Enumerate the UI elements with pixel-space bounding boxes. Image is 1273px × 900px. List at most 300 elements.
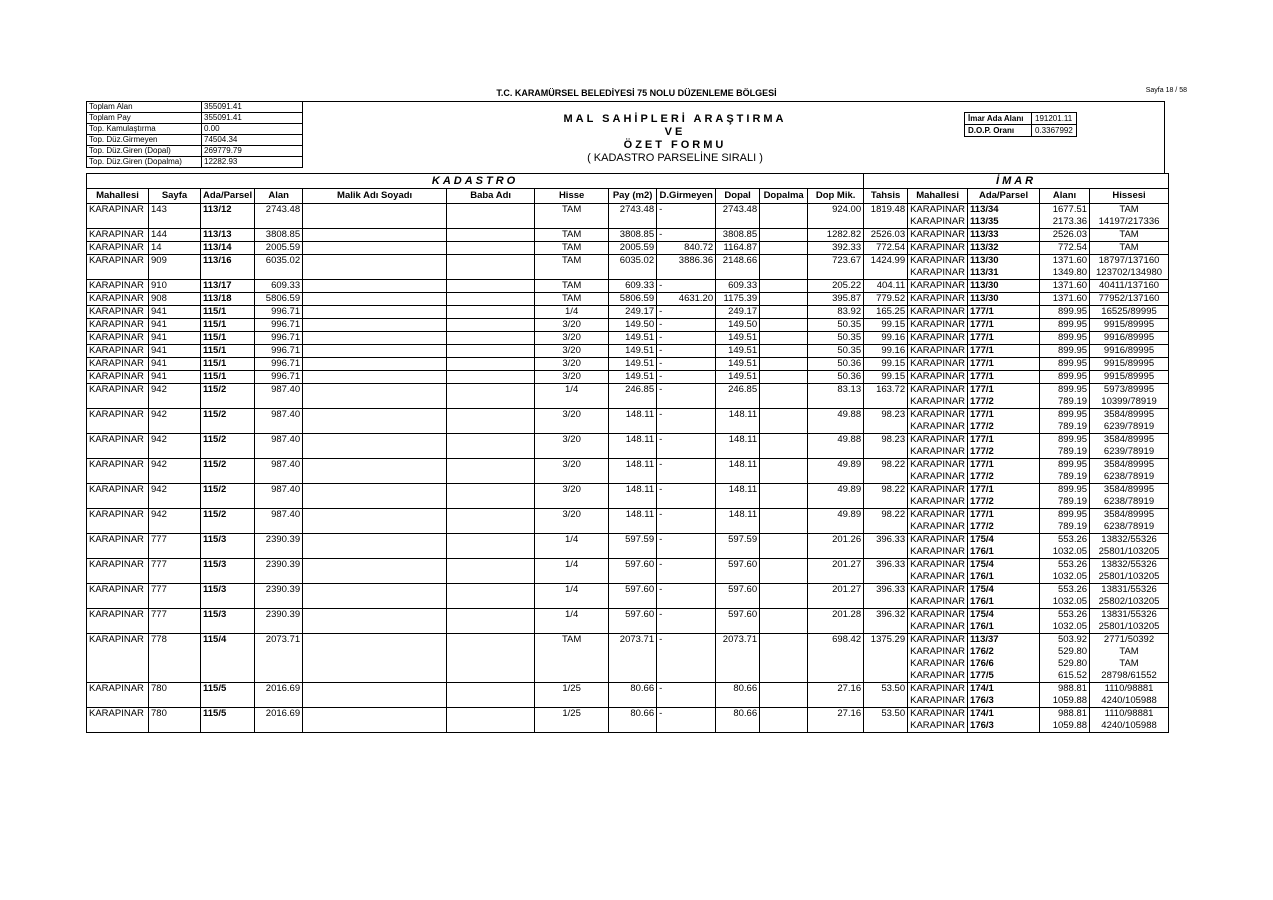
- cell-mahallesi: [87, 421, 149, 434]
- cell-dopalma: [760, 559, 808, 572]
- table-row: [87, 496, 1169, 509]
- cell-hisse: 3/20: [535, 459, 609, 472]
- cell-ada-parsel: [201, 695, 255, 708]
- cell-baba: [447, 319, 535, 332]
- cell-dopal: [716, 646, 760, 658]
- cell-mahallesi: [87, 496, 149, 509]
- cell-imar-ada-parsel: 175/4: [968, 584, 1040, 597]
- cell-imar-ada-parsel: 177/1: [968, 332, 1040, 345]
- table-row: [87, 332, 1169, 345]
- cell-hisse: TAM: [535, 204, 609, 217]
- cell-imar-mahallesi: KARAPINAR: [908, 409, 968, 422]
- cell-imar-ada-parsel: 176/1: [968, 621, 1040, 634]
- cell-imar-ada-parsel: 113/30: [968, 293, 1040, 306]
- cell-dop-mik: [808, 496, 864, 509]
- cell-baba: [447, 546, 535, 559]
- cell-hisse: [535, 646, 609, 658]
- cell-hisse: TAM: [535, 242, 609, 255]
- cell-ada-parsel: 115/2: [201, 509, 255, 522]
- cell-ada-parsel: [201, 646, 255, 658]
- cell-mahallesi: [87, 695, 149, 708]
- table-row: [87, 695, 1169, 708]
- cell-hisse: [535, 521, 609, 534]
- cell-dopalma: [760, 384, 808, 397]
- cell-dopalma: [760, 371, 808, 384]
- cell-baba: [447, 596, 535, 609]
- cell-hisse: [535, 720, 609, 733]
- cell-d-girmeyen: [657, 596, 716, 609]
- cell-d-girmeyen: -: [657, 559, 716, 572]
- cell-dop-mik: 201.27: [808, 584, 864, 597]
- cell-hisse: TAM: [535, 229, 609, 242]
- cell-sayfa: [149, 446, 201, 459]
- cell-dopalma: [760, 434, 808, 447]
- cell-alan: [255, 571, 303, 584]
- cell-dopal: 148.11: [716, 459, 760, 472]
- cell-dop-mik: 50.35: [808, 319, 864, 332]
- table-row: [87, 584, 1169, 597]
- cell-tahsis: [864, 546, 908, 559]
- cell-imar-hissesi: 9915/89995: [1090, 319, 1169, 332]
- cell-tahsis: 396.33: [864, 534, 908, 547]
- cell-dop-mik: 924.00: [808, 204, 864, 217]
- cell-d-girmeyen: -: [657, 534, 716, 547]
- cell-d-girmeyen: -: [657, 584, 716, 597]
- cell-imar-mahallesi: KARAPINAR: [908, 484, 968, 497]
- cell-imar-ada-parsel: 113/37: [968, 634, 1040, 647]
- table-row: [87, 384, 1169, 397]
- cell-imar-alani: 899.95: [1040, 384, 1090, 397]
- cell-d-girmeyen: [657, 267, 716, 280]
- cell-d-girmeyen: -: [657, 229, 716, 242]
- table-row: [87, 509, 1169, 522]
- cell-tahsis: 163.72: [864, 384, 908, 397]
- cell-baba: [447, 584, 535, 597]
- cell-dopal: 149.51: [716, 358, 760, 371]
- cell-imar-hissesi: 6239/78919: [1090, 421, 1169, 434]
- cell-dopal: 597.60: [716, 609, 760, 622]
- cell-pay: [609, 596, 657, 609]
- cell-imar-hissesi: 14197/217336: [1090, 216, 1169, 229]
- cell-sayfa: [149, 496, 201, 509]
- table-row: [87, 596, 1169, 609]
- cell-imar-alani: 2173.36: [1040, 216, 1090, 229]
- cell-tahsis: [864, 216, 908, 229]
- table-row: [87, 371, 1169, 384]
- cell-baba: [447, 534, 535, 547]
- cell-imar-ada-parsel: 176/3: [968, 695, 1040, 708]
- cell-tahsis: [864, 446, 908, 459]
- table-row: [87, 670, 1169, 683]
- summary-label: Toplam Pay: [87, 113, 202, 124]
- cell-imar-alani: 553.26: [1040, 609, 1090, 622]
- cell-pay: 2743.48: [609, 204, 657, 217]
- cell-pay: [609, 670, 657, 683]
- cell-imar-hissesi: 18797/137160: [1090, 255, 1169, 268]
- cell-imar-hissesi: TAM: [1090, 646, 1169, 658]
- cell-hisse: TAM: [535, 293, 609, 306]
- table-row: [87, 459, 1169, 472]
- cell-dop-mik: [808, 446, 864, 459]
- summary-row: [87, 102, 303, 113]
- cell-imar-hissesi: 13831/55326: [1090, 584, 1169, 597]
- cell-sayfa: 942: [149, 459, 201, 472]
- form-title: [530, 113, 820, 165]
- cell-baba: [447, 683, 535, 696]
- cell-alan: [255, 471, 303, 484]
- cell-sayfa: 941: [149, 371, 201, 384]
- cell-tahsis: [864, 695, 908, 708]
- cell-baba: [447, 471, 535, 484]
- cell-dop-mik: [808, 267, 864, 280]
- cell-baba: [447, 509, 535, 522]
- cell-hisse: [535, 571, 609, 584]
- cell-dopal: 148.11: [716, 434, 760, 447]
- cell-dopal: 1164.87: [716, 242, 760, 255]
- column-header: Ada/Parsel: [968, 189, 1040, 204]
- cell-d-girmeyen: [657, 571, 716, 584]
- cell-dop-mik: [808, 596, 864, 609]
- cell-ada-parsel: 115/1: [201, 319, 255, 332]
- cell-d-girmeyen: [657, 471, 716, 484]
- cell-imar-alani: 503.92: [1040, 634, 1090, 647]
- cell-dop-mik: 205.22: [808, 280, 864, 293]
- cell-dopal: [716, 670, 760, 683]
- cell-dopal: [716, 621, 760, 634]
- cell-sayfa: 908: [149, 293, 201, 306]
- cell-ada-parsel: 113/16: [201, 255, 255, 268]
- cell-imar-mahallesi: KARAPINAR: [908, 434, 968, 447]
- cell-ada-parsel: [201, 621, 255, 634]
- cell-tahsis: [864, 658, 908, 670]
- cell-dop-mik: [808, 695, 864, 708]
- table-row: [87, 306, 1169, 319]
- cell-imar-mahallesi: KARAPINAR: [908, 596, 968, 609]
- cell-dopalma: [760, 670, 808, 683]
- cell-imar-alani: 553.26: [1040, 584, 1090, 597]
- cell-mahallesi: KARAPINAR: [87, 255, 149, 268]
- cell-sayfa: 780: [149, 683, 201, 696]
- cell-imar-ada-parsel: 113/34: [968, 204, 1040, 217]
- cell-d-girmeyen: [657, 658, 716, 670]
- cell-tahsis: 396.33: [864, 584, 908, 597]
- cell-alan: 996.71: [255, 306, 303, 319]
- cell-dopal: 246.85: [716, 384, 760, 397]
- cell-pay: [609, 471, 657, 484]
- cell-malik: [303, 695, 447, 708]
- cell-dop-mik: 723.67: [808, 255, 864, 268]
- cell-imar-ada-parsel: 176/3: [968, 720, 1040, 733]
- cell-imar-alani: 899.95: [1040, 409, 1090, 422]
- cell-malik: [303, 670, 447, 683]
- cell-imar-alani: 553.26: [1040, 559, 1090, 572]
- cell-dop-mik: [808, 216, 864, 229]
- cell-sayfa: [149, 546, 201, 559]
- cell-pay: 609.33: [609, 280, 657, 293]
- cell-imar-alani: 1032.05: [1040, 596, 1090, 609]
- cell-dopal: [716, 720, 760, 733]
- cell-pay: [609, 658, 657, 670]
- cell-imar-ada-parsel: 177/1: [968, 409, 1040, 422]
- cell-mahallesi: KARAPINAR: [87, 242, 149, 255]
- cell-sayfa: [149, 621, 201, 634]
- cell-imar-mahallesi: KARAPINAR: [908, 280, 968, 293]
- cell-mahallesi: [87, 571, 149, 584]
- cell-malik: [303, 509, 447, 522]
- cell-dopal: 249.17: [716, 306, 760, 319]
- cell-d-girmeyen: -: [657, 459, 716, 472]
- cell-imar-alani: 1677.51: [1040, 204, 1090, 217]
- summary-label: Top. Düz.Giren (Dopalma): [87, 157, 202, 168]
- cell-baba: [447, 434, 535, 447]
- table-row: [87, 546, 1169, 559]
- cell-sayfa: 910: [149, 280, 201, 293]
- cell-pay: 149.51: [609, 345, 657, 358]
- column-header: Dopalma: [760, 189, 808, 204]
- cell-imar-mahallesi: KARAPINAR: [908, 609, 968, 622]
- cell-pay: [609, 446, 657, 459]
- cell-mahallesi: [87, 720, 149, 733]
- cell-imar-hissesi: 6238/78919: [1090, 471, 1169, 484]
- column-header: Mahallesi: [87, 189, 149, 204]
- imar-info-row: [965, 125, 1077, 137]
- cell-imar-hissesi: 9916/89995: [1090, 332, 1169, 345]
- cell-tahsis: 99.15: [864, 358, 908, 371]
- cell-alan: 2390.39: [255, 559, 303, 572]
- cell-baba: [447, 358, 535, 371]
- cell-dopalma: [760, 695, 808, 708]
- cell-hisse: [535, 596, 609, 609]
- cell-imar-mahallesi: KARAPINAR: [908, 345, 968, 358]
- cell-tahsis: [864, 396, 908, 409]
- table-row: [87, 396, 1169, 409]
- cell-alan: 5806.59: [255, 293, 303, 306]
- cell-dopalma: [760, 396, 808, 409]
- cell-mahallesi: KARAPINAR: [87, 484, 149, 497]
- column-header: Mahallesi: [908, 189, 968, 204]
- cell-imar-alani: 899.95: [1040, 345, 1090, 358]
- cell-dopalma: [760, 421, 808, 434]
- cell-ada-parsel: 113/17: [201, 280, 255, 293]
- cell-alan: [255, 421, 303, 434]
- cell-malik: [303, 371, 447, 384]
- cell-baba: [447, 229, 535, 242]
- cell-hisse: 3/20: [535, 319, 609, 332]
- cell-ada-parsel: 115/2: [201, 459, 255, 472]
- column-header: Tahsis: [864, 189, 908, 204]
- cell-ada-parsel: [201, 421, 255, 434]
- cell-tahsis: 99.16: [864, 345, 908, 358]
- cell-imar-hissesi: 6238/78919: [1090, 521, 1169, 534]
- cell-dopal: 597.59: [716, 534, 760, 547]
- cell-mahallesi: KARAPINAR: [87, 345, 149, 358]
- cell-dopalma: [760, 596, 808, 609]
- cell-dopal: 148.11: [716, 484, 760, 497]
- cell-malik: [303, 293, 447, 306]
- cell-dopalma: [760, 496, 808, 509]
- cell-imar-ada-parsel: 176/6: [968, 658, 1040, 670]
- cell-baba: [447, 332, 535, 345]
- cell-imar-hissesi: 3584/89995: [1090, 434, 1169, 447]
- cell-dop-mik: 49.89: [808, 459, 864, 472]
- cell-tahsis: 53.50: [864, 708, 908, 721]
- cell-d-girmeyen: [657, 421, 716, 434]
- cell-malik: [303, 609, 447, 622]
- table-row: [87, 720, 1169, 733]
- table-row: [87, 534, 1169, 547]
- cell-imar-ada-parsel: 177/1: [968, 459, 1040, 472]
- cell-imar-alani: 988.81: [1040, 708, 1090, 721]
- cell-imar-mahallesi: KARAPINAR: [908, 534, 968, 547]
- cell-sayfa: 942: [149, 509, 201, 522]
- cell-baba: [447, 216, 535, 229]
- cell-hisse: TAM: [535, 255, 609, 268]
- cell-d-girmeyen: [657, 546, 716, 559]
- cell-imar-mahallesi: KARAPINAR: [908, 695, 968, 708]
- cell-d-girmeyen: [657, 695, 716, 708]
- cell-malik: [303, 280, 447, 293]
- cell-imar-mahallesi: KARAPINAR: [908, 658, 968, 670]
- table-row: [87, 621, 1169, 634]
- cell-imar-alani: 615.52: [1040, 670, 1090, 683]
- cell-sayfa: 941: [149, 345, 201, 358]
- cell-baba: [447, 646, 535, 658]
- cell-hisse: [535, 267, 609, 280]
- cell-imar-alani: 1349.80: [1040, 267, 1090, 280]
- cell-imar-alani: 1032.05: [1040, 621, 1090, 634]
- table-row: [87, 609, 1169, 622]
- cell-imar-mahallesi: KARAPINAR: [908, 242, 968, 255]
- cell-imar-hissesi: 3584/89995: [1090, 409, 1169, 422]
- cell-hisse: 3/20: [535, 371, 609, 384]
- cell-pay: [609, 396, 657, 409]
- cell-mahallesi: [87, 267, 149, 280]
- column-header: Baba Adı: [447, 189, 535, 204]
- cell-alan: [255, 396, 303, 409]
- cell-hisse: [535, 471, 609, 484]
- cell-imar-ada-parsel: 177/2: [968, 446, 1040, 459]
- cell-dopal: 2073.71: [716, 634, 760, 647]
- cell-alan: 996.71: [255, 332, 303, 345]
- cell-hisse: [535, 496, 609, 509]
- cell-dop-mik: 49.88: [808, 434, 864, 447]
- cell-baba: [447, 621, 535, 634]
- cell-pay: 148.11: [609, 434, 657, 447]
- summary-row: [87, 124, 303, 135]
- cell-pay: 149.51: [609, 371, 657, 384]
- cell-imar-hissesi: 9916/89995: [1090, 345, 1169, 358]
- cell-pay: 148.11: [609, 509, 657, 522]
- form-title-line4: ( KADASTRO PARSELİNE SIRALI ): [587, 152, 763, 164]
- cell-dop-mik: 49.89: [808, 484, 864, 497]
- cell-imar-alani: 1371.60: [1040, 280, 1090, 293]
- cell-mahallesi: [87, 658, 149, 670]
- cell-imar-mahallesi: KARAPINAR: [908, 267, 968, 280]
- cell-alan: 996.71: [255, 358, 303, 371]
- cell-imar-hissesi: 25801/103205: [1090, 621, 1169, 634]
- cell-mahallesi: KARAPINAR: [87, 293, 149, 306]
- cell-d-girmeyen: [657, 496, 716, 509]
- cell-hisse: [535, 670, 609, 683]
- cell-mahallesi: KARAPINAR: [87, 634, 149, 647]
- cell-dop-mik: 83.13: [808, 384, 864, 397]
- cell-baba: [447, 204, 535, 217]
- cell-baba: [447, 634, 535, 647]
- cell-mahallesi: KARAPINAR: [87, 358, 149, 371]
- cell-malik: [303, 216, 447, 229]
- group-header-imar: İMAR: [864, 174, 1169, 189]
- cell-sayfa: 941: [149, 319, 201, 332]
- cell-dopalma: [760, 484, 808, 497]
- cell-malik: [303, 621, 447, 634]
- cell-malik: [303, 459, 447, 472]
- cell-dopal: [716, 596, 760, 609]
- cell-baba: [447, 695, 535, 708]
- cell-malik: [303, 708, 447, 721]
- cell-dopalma: [760, 306, 808, 319]
- cell-malik: [303, 384, 447, 397]
- cell-ada-parsel: 115/5: [201, 683, 255, 696]
- cell-dopal: 148.11: [716, 509, 760, 522]
- cell-alan: [255, 446, 303, 459]
- cell-dopal: [716, 571, 760, 584]
- cell-imar-hissesi: 123702/134980: [1090, 267, 1169, 280]
- cell-baba: [447, 280, 535, 293]
- cell-pay: [609, 496, 657, 509]
- cell-sayfa: [149, 646, 201, 658]
- cell-ada-parsel: 115/1: [201, 332, 255, 345]
- cell-sayfa: [149, 571, 201, 584]
- cell-imar-ada-parsel: 175/4: [968, 534, 1040, 547]
- cell-dopal: [716, 496, 760, 509]
- cell-dopalma: [760, 646, 808, 658]
- cell-imar-alani: 789.19: [1040, 421, 1090, 434]
- cell-alan: 3808.85: [255, 229, 303, 242]
- cell-dop-mik: [808, 658, 864, 670]
- cell-malik: [303, 484, 447, 497]
- cell-imar-ada-parsel: 177/1: [968, 358, 1040, 371]
- cell-dop-mik: 1282.82: [808, 229, 864, 242]
- cell-imar-mahallesi: KARAPINAR: [908, 319, 968, 332]
- cell-dopal: [716, 471, 760, 484]
- imar-info-label: D.O.P. Oranı: [965, 125, 1032, 137]
- cell-sayfa: 941: [149, 332, 201, 345]
- cell-d-girmeyen: -: [657, 345, 716, 358]
- cell-imar-alani: 899.95: [1040, 306, 1090, 319]
- cell-dopalma: [760, 683, 808, 696]
- cell-hisse: [535, 421, 609, 434]
- cell-imar-hissesi: 2771/50392: [1090, 634, 1169, 647]
- cell-mahallesi: KARAPINAR: [87, 306, 149, 319]
- cell-dopal: 597.60: [716, 559, 760, 572]
- cell-alan: 987.40: [255, 459, 303, 472]
- cell-malik: [303, 634, 447, 647]
- cell-ada-parsel: [201, 267, 255, 280]
- cell-baba: [447, 421, 535, 434]
- cell-malik: [303, 646, 447, 658]
- cell-dopalma: [760, 459, 808, 472]
- table-row: [87, 434, 1169, 447]
- cell-dopalma: [760, 658, 808, 670]
- cell-dop-mik: [808, 646, 864, 658]
- cell-imar-alani: 1032.05: [1040, 546, 1090, 559]
- cell-baba: [447, 720, 535, 733]
- cell-hisse: [535, 216, 609, 229]
- cell-pay: [609, 267, 657, 280]
- cell-ada-parsel: 115/3: [201, 584, 255, 597]
- cell-d-girmeyen: -: [657, 306, 716, 319]
- cell-imar-ada-parsel: 113/35: [968, 216, 1040, 229]
